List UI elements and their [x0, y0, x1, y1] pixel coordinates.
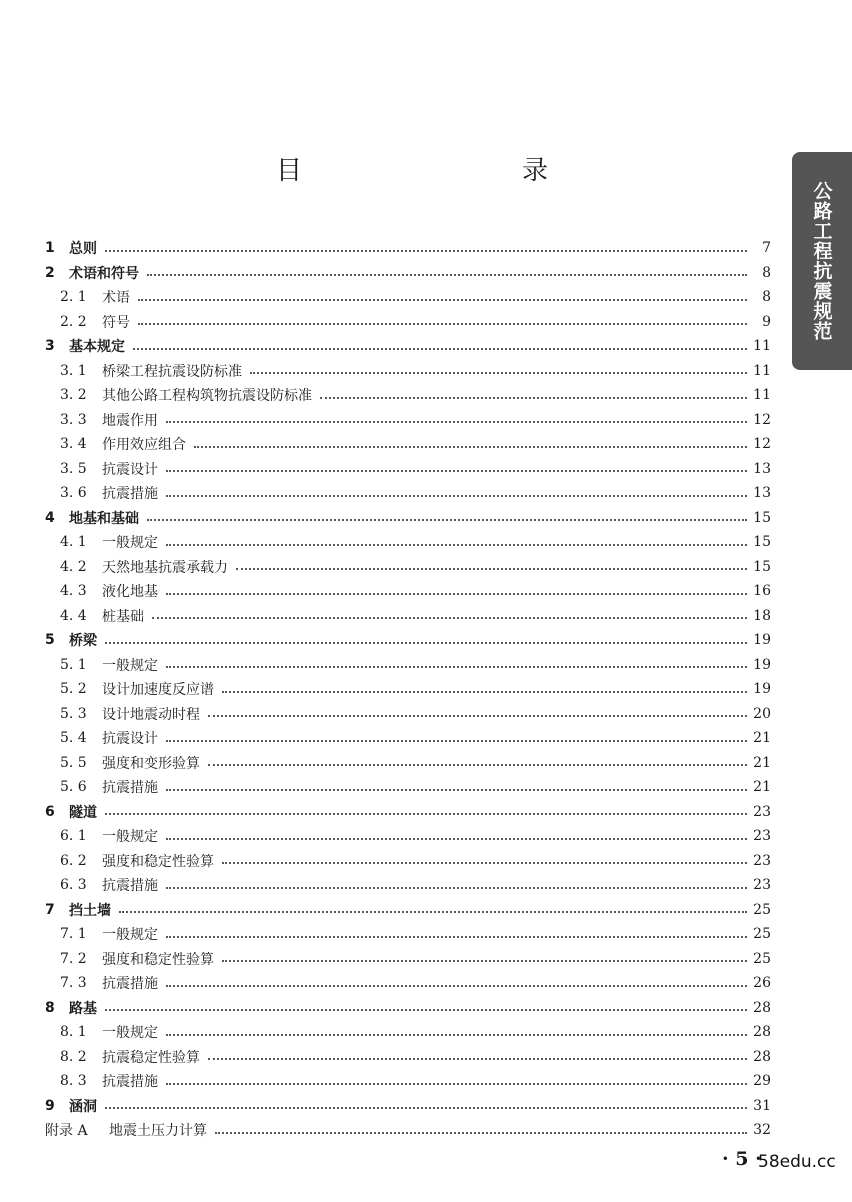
toc-number: 附录 A: [45, 1123, 88, 1140]
toc-title: 基本规定: [69, 339, 125, 356]
dot-leader: [166, 1082, 747, 1085]
toc-number: 7. 3: [60, 975, 87, 992]
toc-number: 3. 1: [60, 362, 87, 379]
toc-title: 抗震措施: [102, 976, 158, 993]
toc-title: 桥梁: [69, 633, 97, 650]
toc-title: 天然地基抗震承载力: [102, 559, 228, 576]
dot-leader: [105, 812, 747, 815]
toc-number: 4. 2: [60, 558, 87, 575]
toc-page-number: 11: [753, 362, 771, 379]
toc-entry-appendix[interactable]: [45, 1118, 771, 1143]
toc-entry-chapter[interactable]: [45, 236, 771, 261]
toc-number: 3. 4: [60, 436, 87, 453]
toc-entry-section[interactable]: [45, 922, 771, 947]
toc-title: 一般规定: [102, 657, 158, 674]
toc-number: 5. 3: [60, 705, 87, 722]
dot-leader: [236, 567, 747, 570]
toc-number: 4. 3: [60, 583, 87, 600]
toc-title: 桩基础: [102, 608, 144, 625]
toc-page-number: 21: [753, 754, 771, 771]
toc-title: 一般规定: [102, 1025, 158, 1042]
toc-entry-section[interactable]: [45, 432, 771, 457]
toc-page-number: 18: [753, 607, 771, 624]
toc-entry-section[interactable]: [45, 1069, 771, 1094]
dot-leader: [208, 763, 747, 766]
dot-leader: [166, 837, 747, 840]
toc-title: 地震作用: [102, 412, 158, 429]
toc-page-number: 20: [753, 705, 771, 722]
dot-leader: [208, 714, 747, 717]
toc-entry-chapter[interactable]: [45, 506, 771, 531]
toc-number: 8. 2: [60, 1048, 87, 1065]
toc-page-number: 23: [753, 852, 771, 869]
toc-entry-section[interactable]: [45, 653, 771, 678]
toc-entry-section[interactable]: [45, 555, 771, 580]
dot-leader: [166, 494, 747, 497]
toc-title: 设计地震动时程: [102, 706, 200, 723]
toc-entry-section[interactable]: [45, 775, 771, 800]
dot-leader: [152, 616, 747, 619]
dot-leader: [166, 665, 747, 668]
dot-leader: [133, 347, 747, 350]
toc-title: 挡土墙: [69, 902, 111, 919]
toc-page-number: 21: [753, 779, 771, 796]
dot-leader: [222, 690, 747, 693]
toc-number: 3. 6: [60, 485, 87, 502]
toc-page-number: 7: [762, 240, 771, 257]
toc-page-number: 25: [753, 901, 771, 918]
toc-entry-section[interactable]: [45, 310, 771, 335]
toc-number: 8. 3: [60, 1073, 87, 1090]
dot-leader: [138, 298, 747, 301]
dot-leader: [105, 641, 747, 644]
toc-number: 3. 2: [60, 387, 87, 404]
dot-leader: [166, 984, 747, 987]
toc-entry-section[interactable]: [45, 702, 771, 727]
toc-page-number: 25: [753, 926, 771, 943]
toc-entry-section[interactable]: [45, 1045, 771, 1070]
toc-number: 2. 1: [60, 289, 87, 306]
toc-page-number: 13: [753, 460, 771, 477]
dot-leader: [147, 273, 747, 276]
dot-leader: [166, 739, 747, 742]
dot-leader: [166, 420, 747, 423]
toc-number: 5: [45, 632, 55, 649]
toc-entry-section[interactable]: [45, 849, 771, 874]
dot-leader: [166, 543, 747, 546]
dot-leader: [105, 1106, 747, 1109]
toc-entry-section[interactable]: [45, 604, 771, 629]
toc-number: 5. 1: [60, 656, 87, 673]
dot-leader: [166, 935, 747, 938]
toc-number: 5. 2: [60, 681, 87, 698]
toc-page-number: 29: [753, 1073, 771, 1090]
toc-title: 地震土压力计算: [109, 1123, 207, 1140]
dot-leader: [222, 861, 747, 864]
toc-number: 2: [45, 264, 55, 281]
toc-page-number: 31: [753, 1097, 771, 1114]
toc-title: 强度和稳定性验算: [102, 853, 214, 870]
dot-leader: [250, 371, 747, 374]
toc-number: 4: [45, 509, 55, 526]
toc-number: 4. 4: [60, 607, 87, 624]
toc-number: 6. 3: [60, 877, 87, 894]
toc-title: 抗震设计: [102, 731, 158, 748]
toc-title: 一般规定: [102, 927, 158, 944]
toc-number: 3. 5: [60, 460, 87, 477]
toc-number: 6: [45, 803, 55, 820]
toc-number: 9: [45, 1097, 55, 1114]
toc-number: 5. 4: [60, 730, 87, 747]
toc-title: 强度和稳定性验算: [102, 951, 214, 968]
toc-number: 7: [45, 901, 55, 918]
toc-entry-chapter[interactable]: [45, 898, 771, 923]
toc-page-number: 23: [753, 828, 771, 845]
toc-page-number: 19: [753, 632, 771, 649]
toc-entry-chapter[interactable]: [45, 800, 771, 825]
dot-leader: [194, 445, 747, 448]
dot-leader: [119, 910, 747, 913]
toc-page-number: 13: [753, 485, 771, 502]
toc-entry-section[interactable]: [45, 873, 771, 898]
toc-entry-section[interactable]: [45, 408, 771, 433]
toc-entry-section[interactable]: [45, 285, 771, 310]
toc-page-number: 28: [753, 999, 771, 1016]
toc-title: 路基: [69, 1000, 97, 1017]
toc-page-number: 19: [753, 656, 771, 673]
toc-title: 术语和符号: [69, 265, 139, 282]
watermark: 58edu.cc: [758, 1152, 836, 1172]
toc-entry-section[interactable]: [45, 677, 771, 702]
toc-title: 隧道: [69, 804, 97, 821]
toc-number: 2. 2: [60, 313, 87, 330]
toc-page-number: 8: [762, 264, 771, 281]
toc-entry-section[interactable]: [45, 1020, 771, 1045]
toc-page-number: 21: [753, 730, 771, 747]
toc-title: 符号: [102, 314, 130, 331]
toc-title: 其他公路工程构筑物抗震设防标准: [102, 388, 312, 405]
toc-title: 地基和基础: [69, 510, 139, 527]
dot-leader: [215, 1131, 747, 1134]
toc-title: 抗震措施: [102, 486, 158, 503]
toc-title: 总则: [69, 241, 97, 258]
dot-leader: [208, 1057, 747, 1060]
toc-title: 抗震措施: [102, 780, 158, 797]
toc-title: 作用效应组合: [102, 437, 186, 454]
toc-title: 抗震设计: [102, 461, 158, 478]
toc-entry-section[interactable]: [45, 383, 771, 408]
toc-page-number: 16: [753, 583, 771, 600]
toc-title: 设计加速度反应谱: [102, 682, 214, 699]
toc-title: 抗震措施: [102, 878, 158, 895]
toc-number: 5. 6: [60, 779, 87, 796]
toc-page-number: 15: [753, 558, 771, 575]
side-tab-label: 公路工程抗震规范: [792, 152, 852, 370]
toc-number: 3. 3: [60, 411, 87, 428]
table-of-contents: [45, 236, 771, 1143]
toc-title: 涵洞: [69, 1098, 97, 1115]
toc-number: 6. 2: [60, 852, 87, 869]
toc-entry-section[interactable]: [45, 726, 771, 751]
toc-title: 液化地基: [102, 584, 158, 601]
dot-leader: [138, 322, 747, 325]
toc-page-number: 15: [753, 509, 771, 526]
toc-number: 3: [45, 338, 55, 355]
toc-page-number: 9: [762, 313, 771, 330]
page-title: 目 录: [275, 156, 604, 186]
toc-title: 抗震稳定性验算: [102, 1049, 200, 1066]
toc-page-number: 11: [753, 338, 771, 355]
toc-number: 7. 2: [60, 950, 87, 967]
toc-title: 强度和变形验算: [102, 755, 200, 772]
toc-entry-chapter[interactable]: [45, 261, 771, 286]
toc-page-number: 23: [753, 877, 771, 894]
toc-page-number: 19: [753, 681, 771, 698]
toc-number: 1: [45, 240, 55, 257]
toc-number: 5. 5: [60, 754, 87, 771]
dot-leader: [147, 518, 747, 521]
dot-leader: [166, 886, 747, 889]
toc-entry-section[interactable]: [45, 579, 771, 604]
page-number: · 5 ·: [722, 1148, 762, 1170]
toc-page-number: 23: [753, 803, 771, 820]
toc-entry-chapter[interactable]: [45, 334, 771, 359]
toc-title: 一般规定: [102, 535, 158, 552]
toc-page-number: 12: [753, 411, 771, 428]
toc-page-number: 11: [753, 387, 771, 404]
toc-page-number: 15: [753, 534, 771, 551]
toc-entry-section[interactable]: [45, 359, 771, 384]
toc-page-number: 8: [762, 289, 771, 306]
toc-page-number: 28: [753, 1024, 771, 1041]
toc-entry-section[interactable]: [45, 971, 771, 996]
dot-leader: [166, 1033, 747, 1036]
toc-page-number: 12: [753, 436, 771, 453]
toc-title: 一般规定: [102, 829, 158, 846]
toc-number: 7. 1: [60, 926, 87, 943]
toc-page-number: 26: [753, 975, 771, 992]
dot-leader: [105, 249, 747, 252]
dot-leader: [166, 592, 747, 595]
toc-entry-chapter[interactable]: [45, 1094, 771, 1119]
toc-entry-section[interactable]: [45, 947, 771, 972]
dot-leader: [166, 788, 747, 791]
toc-entry-section[interactable]: [45, 530, 771, 555]
toc-entry-section[interactable]: [45, 481, 771, 506]
toc-entry-chapter[interactable]: [45, 628, 771, 653]
toc-title: 术语: [102, 290, 130, 307]
dot-leader: [222, 959, 747, 962]
toc-title: 桥梁工程抗震设防标准: [102, 363, 242, 380]
dot-leader: [320, 396, 747, 399]
toc-number: 8: [45, 999, 55, 1016]
toc-title: 抗震措施: [102, 1074, 158, 1091]
toc-page-number: 28: [753, 1048, 771, 1065]
toc-page-number: 32: [753, 1122, 771, 1139]
toc-entry-section[interactable]: [45, 751, 771, 776]
toc-entry-section[interactable]: [45, 457, 771, 482]
toc-number: 8. 1: [60, 1024, 87, 1041]
toc-page-number: 25: [753, 950, 771, 967]
dot-leader: [166, 469, 747, 472]
toc-number: 6. 1: [60, 828, 87, 845]
toc-entry-section[interactable]: [45, 824, 771, 849]
dot-leader: [105, 1008, 747, 1011]
toc-entry-chapter[interactable]: [45, 996, 771, 1021]
toc-number: 4. 1: [60, 534, 87, 551]
